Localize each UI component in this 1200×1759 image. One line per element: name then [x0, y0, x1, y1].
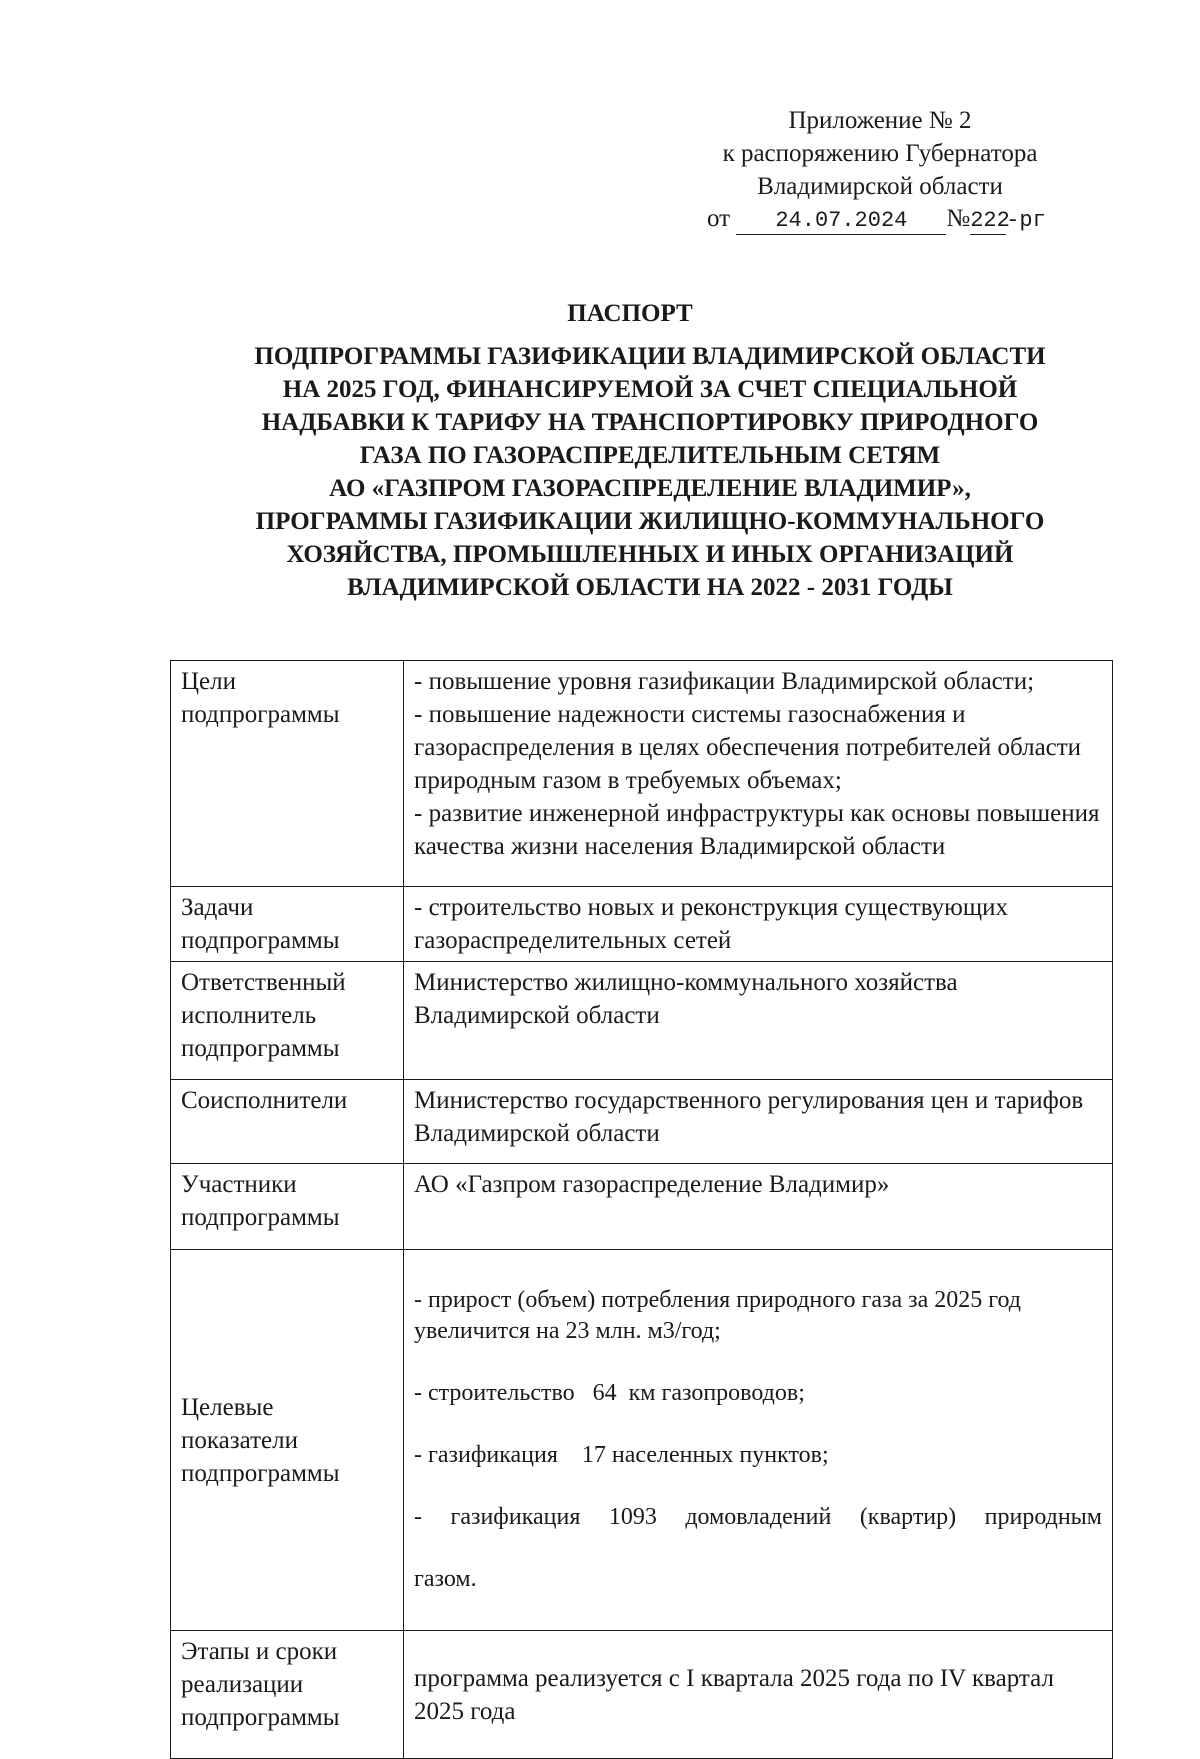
order-number: 222	[970, 208, 1010, 233]
number-prefix: №	[946, 205, 971, 232]
date-prefix: от	[707, 205, 731, 232]
table-row	[171, 661, 1113, 887]
row-value-coexecutors: Министерство государственного регулирования цен и тарифов Владимирской области	[404, 1080, 1113, 1164]
row-label-tasks: Задачи подпрограммы	[171, 887, 404, 962]
row-label-targets: Целевые показатели подпрограммы	[171, 1250, 404, 1631]
target-households-gasification: - газификация 1093 домовладений (квартир) природным	[414, 1504, 1102, 1530]
target-households-gasification-end: газом.	[414, 1566, 477, 1592]
document-subtitle: ПОДПРОГРАММЫ ГАЗИФИКАЦИИ ВЛАДИМИРСКОЙ ОБЛАСТИ НА 2025 ГОД, ФИНАНСИРУЕМОЙ ЗА СЧЕТ СПЕЦИАЛЬНОЙ НАДБАВКИ К ТАРИФУ НА ТРАНСПОРТИРОВКУ ПРИРОДНОГО ГАЗА ПО ГАЗОРАСПРЕДЕЛИТЕЛЬНЫМ СЕТЯМ АО «ГАЗПРОМ ГАЗОРАСПРЕДЕЛЕНИЕ ВЛАДИМИР», ПРОГРАММЫ ГАЗИФИКАЦИИ ЖИЛИЩНО-КОММУНАЛЬНОГО ХОЗЯЙСТВА, ПРОМЫШЛЕННЫХ И ИНЫХ ОРГАНИЗАЦИЙ ВЛАДИМИРСКОЙ ОБЛАСТИ НА 2022 - 2031 ГОДЫ	[254, 343, 1046, 601]
row-value-tasks: - строительство новых и реконструкция существующих газораспределительных сетей	[404, 887, 1113, 962]
number-suffix: -рг	[1006, 208, 1046, 233]
appendix-header	[690, 104, 1070, 203]
table-row	[171, 887, 1113, 962]
row-label-participants: Участники подпрограммы	[171, 1164, 404, 1250]
row-label-responsible: Ответственный исполнитель подпрограммы	[171, 962, 404, 1080]
target-settlements-gasification: - газификация 17 населенных пунктов;	[414, 1442, 829, 1468]
table-row	[171, 1250, 1113, 1631]
table-row	[171, 962, 1113, 1080]
order-date: 24.07.2024	[736, 208, 946, 235]
document-title: ПАСПОРТ	[567, 300, 693, 327]
row-label-stages: Этапы и сроки реализации подпрограммы	[171, 1631, 404, 1759]
row-value-responsible: Министерство жилищно-коммунального хозяйства Владимирской области	[404, 962, 1113, 1080]
target-consumption-growth: - прирост (объем) потребления природного газа за 2025 год увеличится на 23 млн. м3/год;	[414, 1287, 1022, 1344]
target-pipeline-construction: - строительство 64 км газопроводов;	[414, 1380, 805, 1406]
row-label-coexecutors: Соисполнители	[171, 1080, 404, 1164]
appendix-order-reference: к распоряжению Губернатора	[722, 140, 1038, 167]
row-label-goals: Цели подпрограммы	[171, 661, 404, 887]
row-value-participants: АО «Газпром газораспределение Владимир»	[404, 1164, 1113, 1250]
row-value-goals: - повышение уровня газификации Владимирской области; - повышение надежности системы газоснабжения и газораспределения в целях обеспечения потребителей области природным газом в требуемых объемах; - развитие инженерной инфраструктуры как основы повышения качества жизни населения Владимирской области	[404, 661, 1113, 887]
table-row	[171, 1080, 1113, 1164]
table-row	[171, 1164, 1113, 1250]
appendix-region: Владимирской области	[757, 173, 1003, 200]
appendix-number: Приложение № 2	[788, 107, 972, 134]
passport-table	[170, 660, 1113, 1759]
row-value-stages: программа реализуется с I квартала 2025 года по IV квартал 2025 года	[404, 1631, 1113, 1759]
appendix-date-line	[707, 202, 1107, 238]
table-row	[171, 1631, 1113, 1759]
row-value-targets	[404, 1250, 1113, 1631]
